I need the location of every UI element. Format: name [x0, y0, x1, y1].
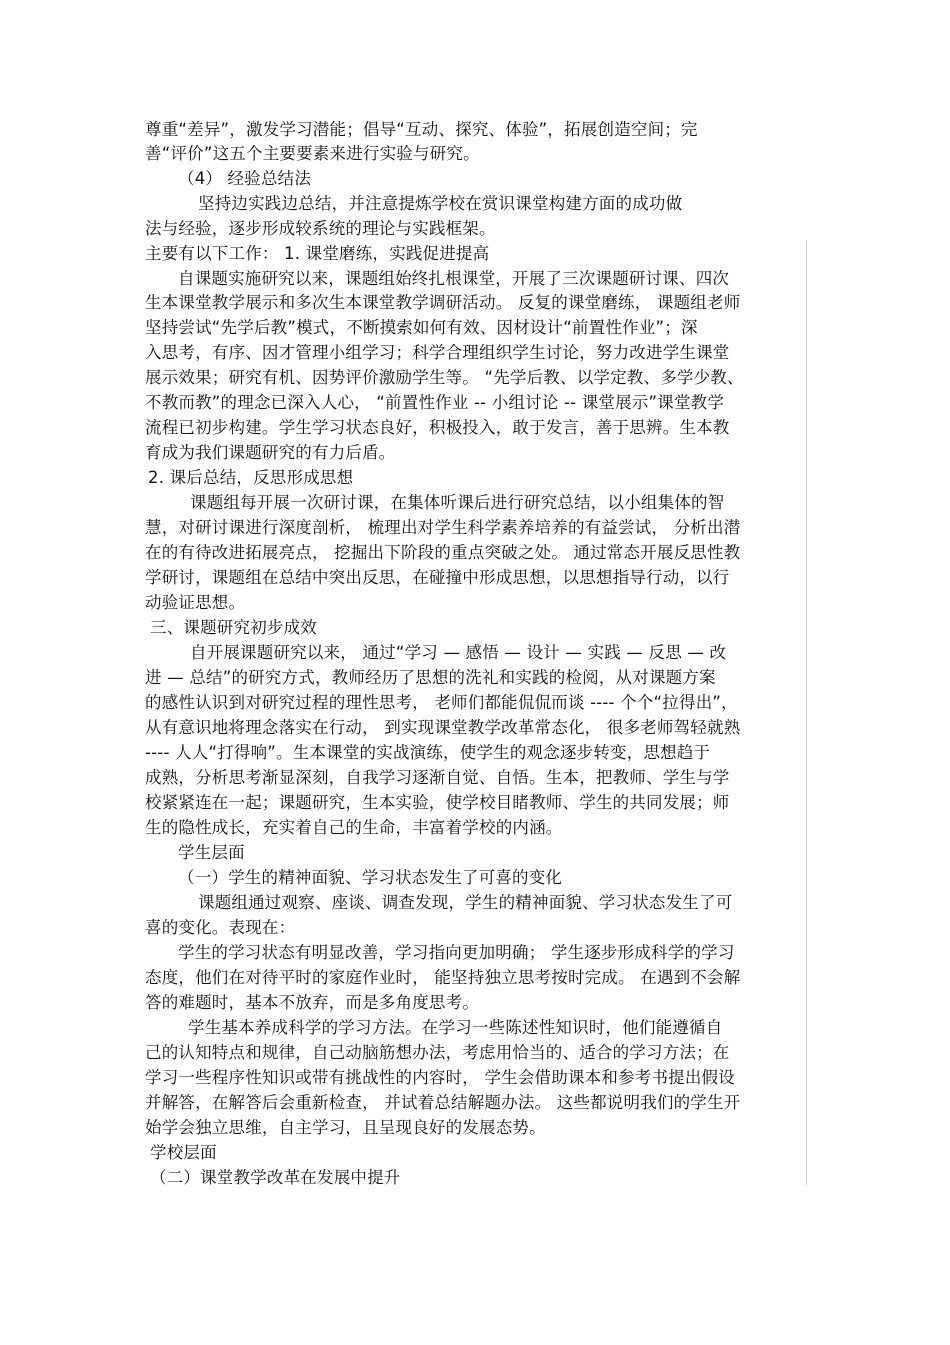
paragraph-line: 成熟，分析思考渐显深刻，自我学习逐渐自觉、自悟。生本，把教师、学生与学 — [145, 768, 730, 787]
paragraph-line: 流程已初步构建。学生学习状态良好，积极投入，敢于发言，善于思辨。生本教 — [145, 418, 730, 437]
paragraph-line: 并解答，在解答后会重新检查， 并试着总结解题办法。 这些都说明我们的学生开 — [145, 1093, 741, 1112]
paragraph-line: 学研讨，课题组在总结中突出反思，在碰撞中形成思想，以思想指导行动，以行 — [145, 568, 730, 587]
paragraph-line: 法与经验，逐步形成较系统的理论与实践框架。 — [145, 219, 496, 238]
paragraph-line: 在的有待改进拓展亮点， 挖掘出下阶段的重点突破之处。 通过常态开展反思性教 — [145, 543, 741, 562]
section-heading: 学校层面 — [150, 1143, 217, 1162]
paragraph-line: 学习一些程序性知识或带有挑战性的内容时， 学生会借助课本和参考书提出假设 — [145, 1068, 735, 1087]
paragraph-line: 主要有以下工作： 1. 课堂磨练，实践促进提高 — [145, 244, 490, 263]
paragraph-line: 喜的变化。表现在： — [145, 918, 296, 937]
section-heading: （二）课堂教学改革在发展中提升 — [150, 1168, 401, 1187]
paragraph-line: 进 — 总结”的研究方式，教师经历了思想的洗礼和实践的检阅，从对课题方案 — [145, 668, 716, 687]
paragraph-line: 动验证思想。 — [145, 593, 246, 612]
section-heading: 2. 课后总结，反思形成思想 — [148, 468, 354, 487]
paragraph-line: 自开展课题研究以来， 通过“学习 — 感悟 — 设计 — 实践 — 反思 — 改 — [190, 643, 727, 662]
paragraph-line: 学生的学习状态有明显改善，学习指向更加明确； 学生逐步形成科学的学习 — [178, 943, 735, 962]
paragraph-line: 育成为我们课题研究的有力后盾。 — [145, 443, 396, 462]
paragraph-line: 自课题实施研究以来，课题组始终扎根课堂，开展了三次课题研讨课、四次 — [178, 269, 730, 288]
paragraph-line: 学生基本养成科学的学习方法。在学习一些陈述性知识时，他们能遵循自 — [188, 1018, 723, 1037]
paragraph-line: 生本课堂教学展示和多次生本课堂教学调研活动。 反复的课堂磨练， 课题组老师 — [145, 293, 741, 312]
paragraph-line: 课题组通过观察、座谈、调查发现，学生的精神面貌、学习状态发生了可 — [198, 893, 733, 912]
paragraph-line: 入思考，有序、因才管理小组学习；科学合理组织学生讨论，努力改进学生课堂 — [145, 343, 730, 362]
section-heading: （4） 经验总结法 — [178, 169, 312, 188]
paragraph-line: 不教而教”的理念已深入人心， “前置性作业 -- 小组讨论 -- 课堂展示”课堂教学 — [145, 393, 725, 412]
paragraph-line: 尊重“差异”，激发学习潜能；倡导“互动、探究、体验”，拓展创造空间；完 — [145, 120, 698, 139]
paragraph-line: 答的难题时，基本不放弃，而是多角度思考。 — [145, 993, 479, 1012]
paragraph-line: 生的隐性成长，充实着自己的生命，丰富着学校的内涵。 — [145, 818, 563, 837]
paragraph-line: 校紧紧连在一起；课题研究，生本实验，使学校目睹教师、学生的共同发展；师 — [145, 793, 730, 812]
paragraph-line: 坚持尝试“先学后教”模式，不断摸索如何有效、因材设计“前置性作业”；深 — [145, 318, 698, 337]
margin-rule — [806, 240, 807, 1185]
paragraph-line: 态度，他们在对待平时的家庭作业时， 能坚持独立思考按时完成。 在遇到不会解 — [145, 968, 741, 987]
paragraph-line: 善“评价”这五个主要要素来进行实验与研究。 — [145, 144, 480, 163]
section-heading: 学生层面 — [178, 843, 245, 862]
section-heading: 三、课题研究初步成效 — [150, 618, 317, 637]
paragraph-line: 己的认知特点和规律，自己动脑筋想办法，考虑用恰当的、适合的学习方法；在 — [145, 1043, 730, 1062]
paragraph-line: 从有意识地将理念落实在行动， 到实现课堂教学改革常态化， 很多老师驾轻就熟 — [145, 718, 741, 737]
paragraph-line: 慧，对研讨课进行深度剖析， 梳理出对学生科学素养培养的有益尝试， 分析出潜 — [145, 518, 741, 537]
paragraph-line: ---- 人人“打得响”。生本课堂的实战演练，使学生的观念逐步转变，思想趋于 — [145, 743, 711, 762]
paragraph-line: 展示效果；研究有机、因势评价激励学生等。 “先学后教、以学定教、多学少教、 — [145, 368, 744, 387]
paragraph-line: 始学会独立思维，自主学习，且呈现良好的发展态势。 — [145, 1118, 546, 1137]
section-heading: （一）学生的精神面貌、学习状态发生了可喜的变化 — [178, 868, 563, 887]
paragraph-line: 的感性认识到对研究过程的理性思考， 老师们都能侃侃而谈 ---- 个个“拉得出”， — [145, 693, 738, 712]
paragraph-line: 坚持边实践边总结，并注意提炼学校在赏识课堂构建方面的成功做 — [198, 194, 683, 213]
paragraph-line: 课题组每开展一次研讨课，在集体听课后进行研究总结，以小组集体的智 — [190, 493, 725, 512]
